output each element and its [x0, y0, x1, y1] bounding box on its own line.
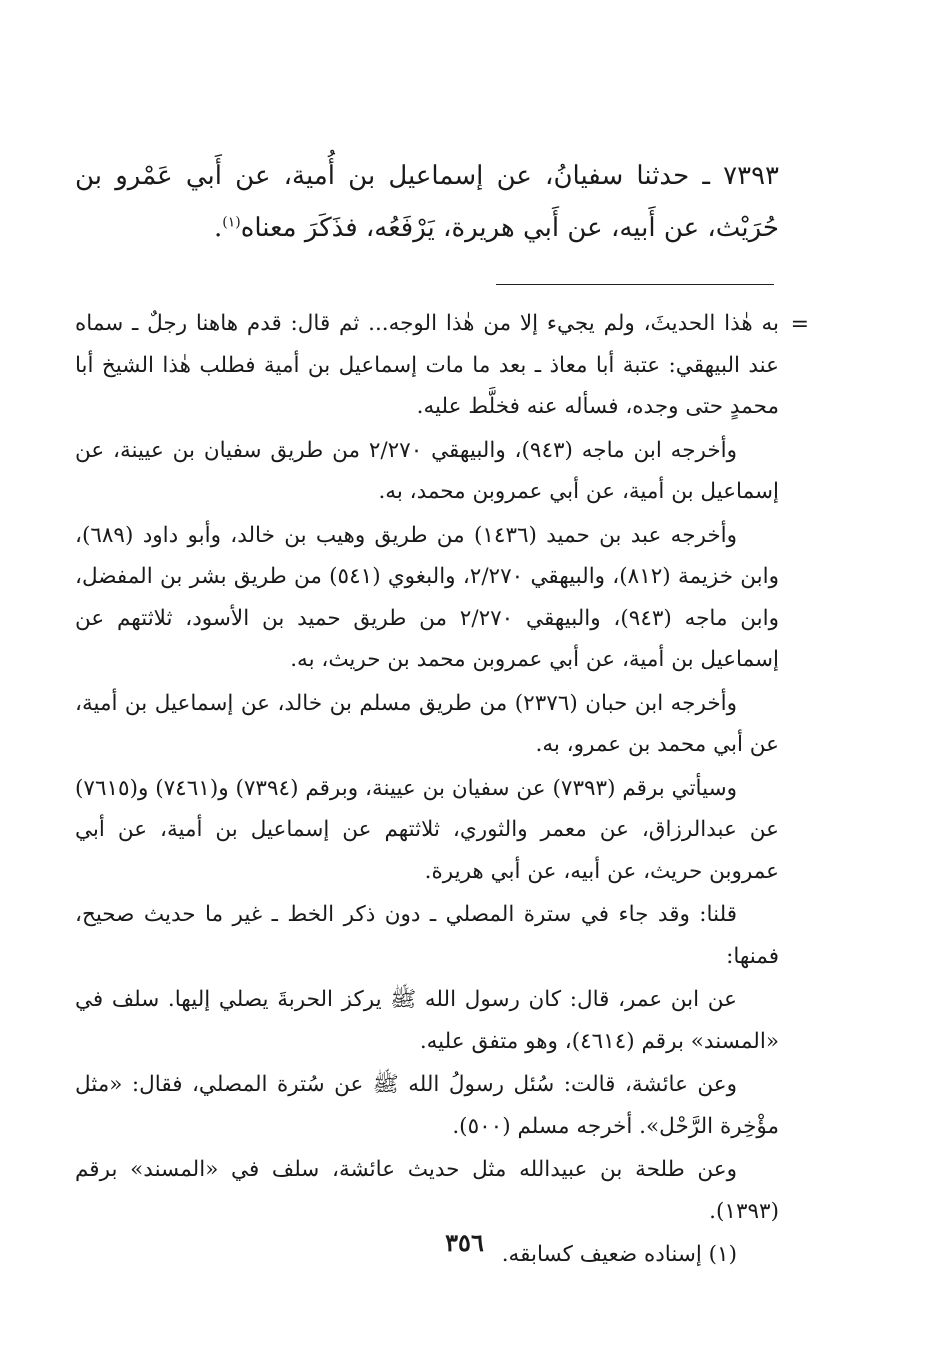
- footnote-separator: [496, 284, 774, 285]
- note-paragraph: وعن عائشة، قالت: سُئل رسولُ الله ﷺ عن سُترة المصلي، فقال: «مثل مؤْخِرة الرَّحْل». أخرجه مسلم (٥٠٠).: [75, 1072, 779, 1139]
- hadith-text: ٧٣٩٣ ـ حدثنا سفيانُ، عن إسماعيل بن أُمية، عن أَبي عَمْرو بن حُرَيْث، عن أَبيه، عن أَبي هريرة، يَرْفَعُه، فذَكَرَ معناه: [75, 161, 779, 243]
- note-paragraph: وأخرجه ابن حبان (٢٣٧٦) من طريق مسلم بن خالد، عن إسماعيل بن أمية، عن أبي محمد بن عمرو، به.: [75, 690, 779, 757]
- page-number: ٣٥٦: [445, 1228, 484, 1257]
- note-paragraph: عن ابن عمر، قال: كان رسول الله ﷺ يركز الحربةَ يصلي إليها. سلف في «المسند» برقم (٤٦١٤)، وهو متفق عليه.: [75, 987, 779, 1054]
- footnote-reference: (١): [222, 214, 241, 231]
- note-paragraph: وسيأتي برقم (٧٣٩٣) عن سفيان بن عيينة، وبرقم (٧٣٩٤) و(٧٤٦١) و(٧٦١٥) عن عبدالرزاق، عن معمر والثوري، ثلاثتهم عن إسماعيل بن أمية، عن أبي عمروبن حريث، عن أبيه، عن أبي هريرة.: [75, 775, 779, 884]
- note-paragraph: وأخرجه عبد بن حميد (١٤٣٦) من طريق وهيب بن خالد، وأبو داود (٦٨٩)، وابن خزيمة (٨١٢)، والبيهقي ٢/٢٧٠، والبغوي (٥٤١) من طريق بشر بن المفضل، وابن ماجه (٩٤٣)، والبيهقي ٢/٢٧٠ من طريق حميد بن الأسود، ثلاثتهم عن إسماعيل بن أمية، عن أبي عمروبن محمد بن حريث، به.: [75, 522, 780, 672]
- footnotes-block: [75, 303, 779, 1278]
- footnote-1: (١) إسناده ضعيف كسابقه.: [501, 1242, 737, 1267]
- hadith-text-block: [75, 150, 779, 254]
- hadith-paragraph: [75, 150, 779, 254]
- note-paragraph: وعن طلحة بن عبيدالله مثل حديث عائشة، سلف في «المسند» برقم (١٣٩٣).: [75, 1157, 779, 1224]
- continuation-marker: =: [790, 312, 809, 337]
- note-paragraph: وأخرجه ابن ماجه (٩٤٣)، والبيهقي ٢/٢٧٠ من طريق سفيان بن عيينة، عن إسماعيل بن أمية، عن أبي عمروبن محمد، به.: [75, 437, 779, 504]
- note-paragraph: قلنا: وقد جاء في سترة المصلي ـ دون ذكر الخط ـ غير ما حديث صحيح، فمنها:: [75, 902, 779, 969]
- hadith-end: .: [213, 213, 223, 243]
- note-paragraph: به هٰذا الحديثَ، ولم يجيء إلا من هٰذا الوجه... ثم قال: قدم هاهنا رجلٌ ـ سماه عند البيهقي: عتبة أبا معاذ ـ بعد ما مات إسماعيل بن أمية فطلب هٰذا الشيخ أبا محمدٍ حتى وجده، فسأله عنه فخلَّط عليه.: [75, 311, 779, 419]
